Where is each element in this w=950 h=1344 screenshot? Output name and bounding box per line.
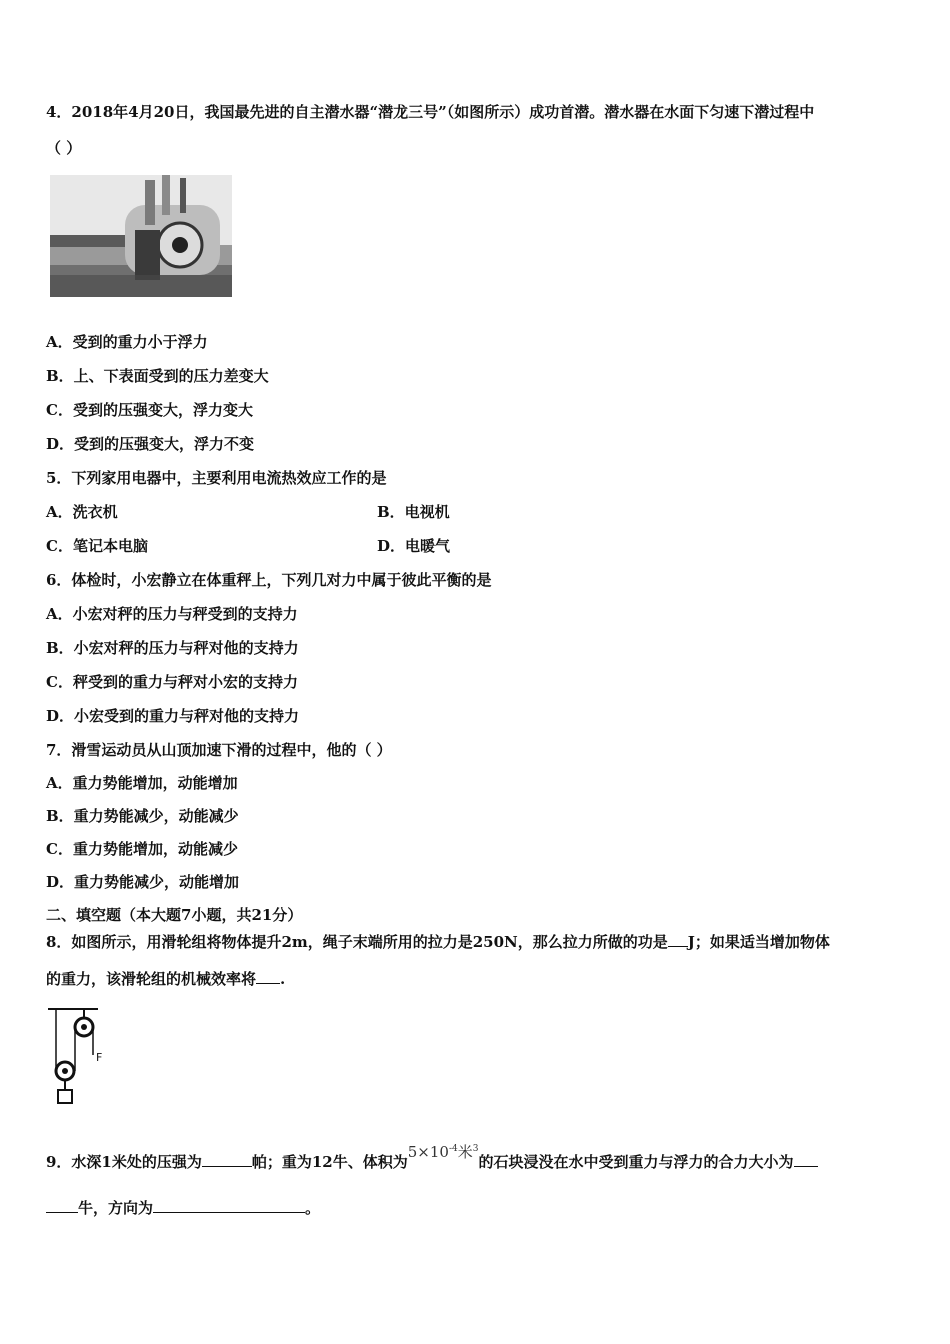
q7-stem: 7．滑雪运动员从山顶加速下滑的过程中，他的（ ） [46, 741, 392, 759]
q9-blank-net-force-b [46, 1198, 78, 1213]
q6-option-c: C．秤受到的重力与秤对小宏的支持力 [46, 673, 298, 691]
q6-option-b: B．小宏对秤的压力与秤对他的支持力 [46, 639, 299, 657]
q8-line1 [46, 932, 830, 952]
q9-blank-pressure [202, 1152, 252, 1167]
q8-line2-text-a: 的重力，该滑轮组的机械效率将 [46, 970, 257, 988]
q9-line2 [46, 1198, 320, 1218]
q7-option-a: A．重力势能增加，动能增加 [46, 774, 238, 792]
q6-option-d: D．小宏受到的重力与秤对他的支持力 [46, 707, 300, 725]
q8-line2 [46, 969, 285, 989]
q9-text-3: 的石块浸没在水中受到重力与浮力的合力大小为 [478, 1153, 794, 1171]
q7-option-c: C．重力势能增加，动能减少 [46, 840, 238, 858]
q7-option-d: D．重力势能减少，动能增加 [46, 873, 240, 891]
q4-option-d: D．受到的压强变大，浮力不变 [46, 435, 255, 453]
q5-option-a: A．洗衣机 [46, 503, 118, 521]
q4-option-a: A．受到的重力小于浮力 [46, 333, 208, 351]
q9-sci-exp: -4 [448, 1144, 458, 1154]
q9-blank-direction [153, 1198, 305, 1213]
q5-option-b: B．电视机 [377, 503, 450, 521]
section-2-heading: 二、填空题（本大题7小题，共21分） [46, 906, 303, 924]
pulley-diagram [46, 1005, 116, 1107]
q9-sci-unit: 米 [457, 1143, 473, 1161]
q8-line1-text-a: 8．如图所示，用滑轮组将物体提升2m，绳子末端所用的拉力是250N，那么拉力所做的功是 [46, 933, 668, 951]
q9-text-2: 帕；重为12牛、体积为 [251, 1153, 408, 1171]
q9-line1 [46, 1143, 818, 1172]
q9-sci-base: 5×10 [407, 1143, 449, 1161]
q4-option-c: C．受到的压强变大，浮力变大 [46, 401, 253, 419]
q8-blank-efficiency [256, 969, 280, 984]
q8-line1-text-b: J；如果适当增加物体 [687, 933, 830, 951]
q6-option-a: A．小宏对秤的压力与秤受到的支持力 [46, 605, 298, 623]
q5-stem: 5．下列家用电器中，主要利用电流热效应工作的是 [46, 469, 387, 487]
q7-option-b: B．重力势能减少，动能减少 [46, 807, 239, 825]
q9-text-4: 牛，方向为 [78, 1199, 154, 1217]
q8-blank-work [668, 932, 688, 947]
q9-volume-expression [408, 1143, 479, 1161]
q8-line2-text-b: . [280, 970, 286, 988]
force-label: F [96, 1051, 103, 1064]
q6-stem: 6．体检时，小宏静立在体重秤上，下列几对力中属于彼此平衡的是 [46, 571, 492, 589]
submersible-photo [50, 175, 232, 297]
q4-stem: 4．2018年4月20日，我国最先进的自主潜水器“潜龙三号”（如图所示）成功首潜。潜水器在水面下匀速下潜过程中 [46, 103, 815, 121]
q4-option-b: B．上、下表面受到的压力差变大 [46, 367, 269, 385]
q5-option-c: C．笔记本电脑 [46, 537, 148, 555]
q9-text-1: 9．水深1米处的压强为 [46, 1153, 202, 1171]
q9-text-5: 。 [305, 1199, 321, 1217]
q4-paren: （ ） [46, 139, 82, 157]
q9-blank-net-force-a [794, 1152, 818, 1167]
q5-option-d: D．电暖气 [377, 537, 451, 555]
q9-sci-unit-exp: 3 [472, 1144, 479, 1154]
